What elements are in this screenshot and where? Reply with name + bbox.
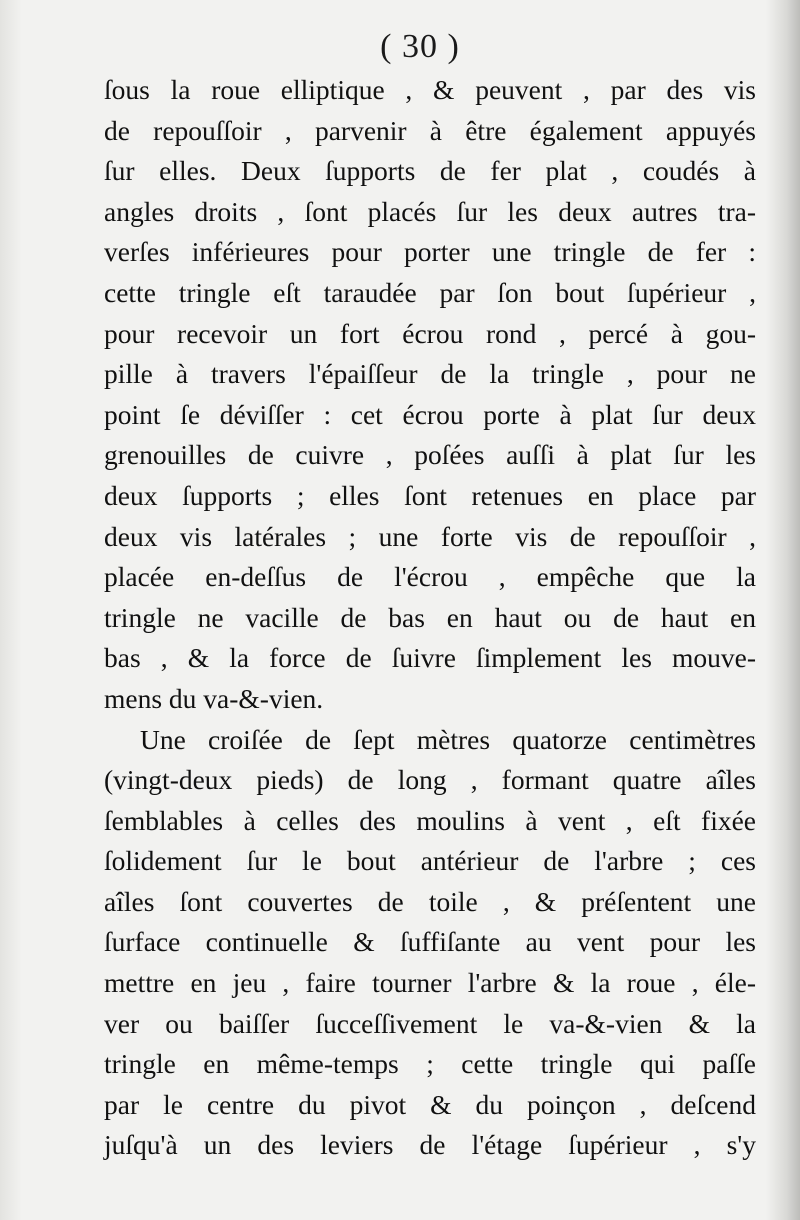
text-line: mettre en jeu , faire tourner l'arbre & la roue , éle- (104, 967, 756, 999)
text-line: deux vis latérales ; une forte vis de repouſſoir , (104, 520, 756, 552)
text-line: tringle ne vacille de bas en haut ou de haut en (104, 601, 756, 633)
text-line: de repouſſoir , parvenir à être également appuyés (104, 114, 756, 146)
text-line: grenouilles de cuivre , poſées auſſi à plat ſur les (104, 439, 756, 471)
text-line: Une croiſée de ſept mètres quatorze centimètres (140, 723, 756, 755)
page-gutter-shadow (0, 0, 22, 1220)
page-number: ( 30 ) (380, 28, 460, 65)
text-line: ver ou baiſſer ſucceſſivement le va-&-vien & la (104, 1007, 756, 1039)
text-line: aîles ſont couvertes de toile , & préſentent une (104, 885, 756, 917)
text-line: cette tringle eſt taraudée par ſon bout ſupérieur , (104, 276, 756, 308)
text-line: bas , & la force de ſuivre ſimplement les mouve- (104, 642, 756, 674)
text-line: juſqu'à un des leviers de l'étage ſupérieur , s'y (104, 1129, 756, 1161)
text-line: par le centre du pivot & du poinçon , deſcend (104, 1088, 756, 1120)
text-line: (vingt-deux pieds) de long , formant quatre aîles (104, 764, 756, 796)
text-line: ſur elles. Deux ſupports de fer plat , coudés à (104, 155, 756, 187)
text-line: angles droits , ſont placés ſur les deux autres tra- (104, 195, 756, 227)
text-line: ſemblables à celles des moulins à vent , eſt fixée (104, 804, 756, 836)
text-line: pour recevoir un fort écrou rond , percé à gou- (104, 317, 756, 349)
text-line: deux ſupports ; elles ſont retenues en place par (104, 479, 756, 511)
page-edge-shadow (766, 0, 800, 1220)
body-text (104, 70, 756, 1166)
text-line: mens du va-&-vien. (104, 682, 324, 714)
text-line: tringle en même-temps ; cette tringle qui paſſe (104, 1048, 756, 1080)
text-line: ſolidement ſur le bout antérieur de l'arbre ; ces (104, 845, 756, 877)
paragraph-2 (104, 720, 756, 1167)
text-line: point ſe déviſſer : cet écrou porte à plat ſur deux (104, 398, 756, 430)
text-line: ſurface continuelle & ſuffiſante au vent pour les (104, 926, 756, 958)
text-line: placée en-deſſus de l'écrou , empêche que la (104, 561, 756, 593)
text-line: pille à travers l'épaiſſeur de la tringle , pour ne (104, 358, 756, 390)
paragraph-1 (104, 70, 756, 720)
text-line: ſous la roue elliptique , & peuvent , par des vis (104, 74, 756, 105)
text-line: verſes inférieures pour porter une tringle de fer : (104, 236, 756, 268)
